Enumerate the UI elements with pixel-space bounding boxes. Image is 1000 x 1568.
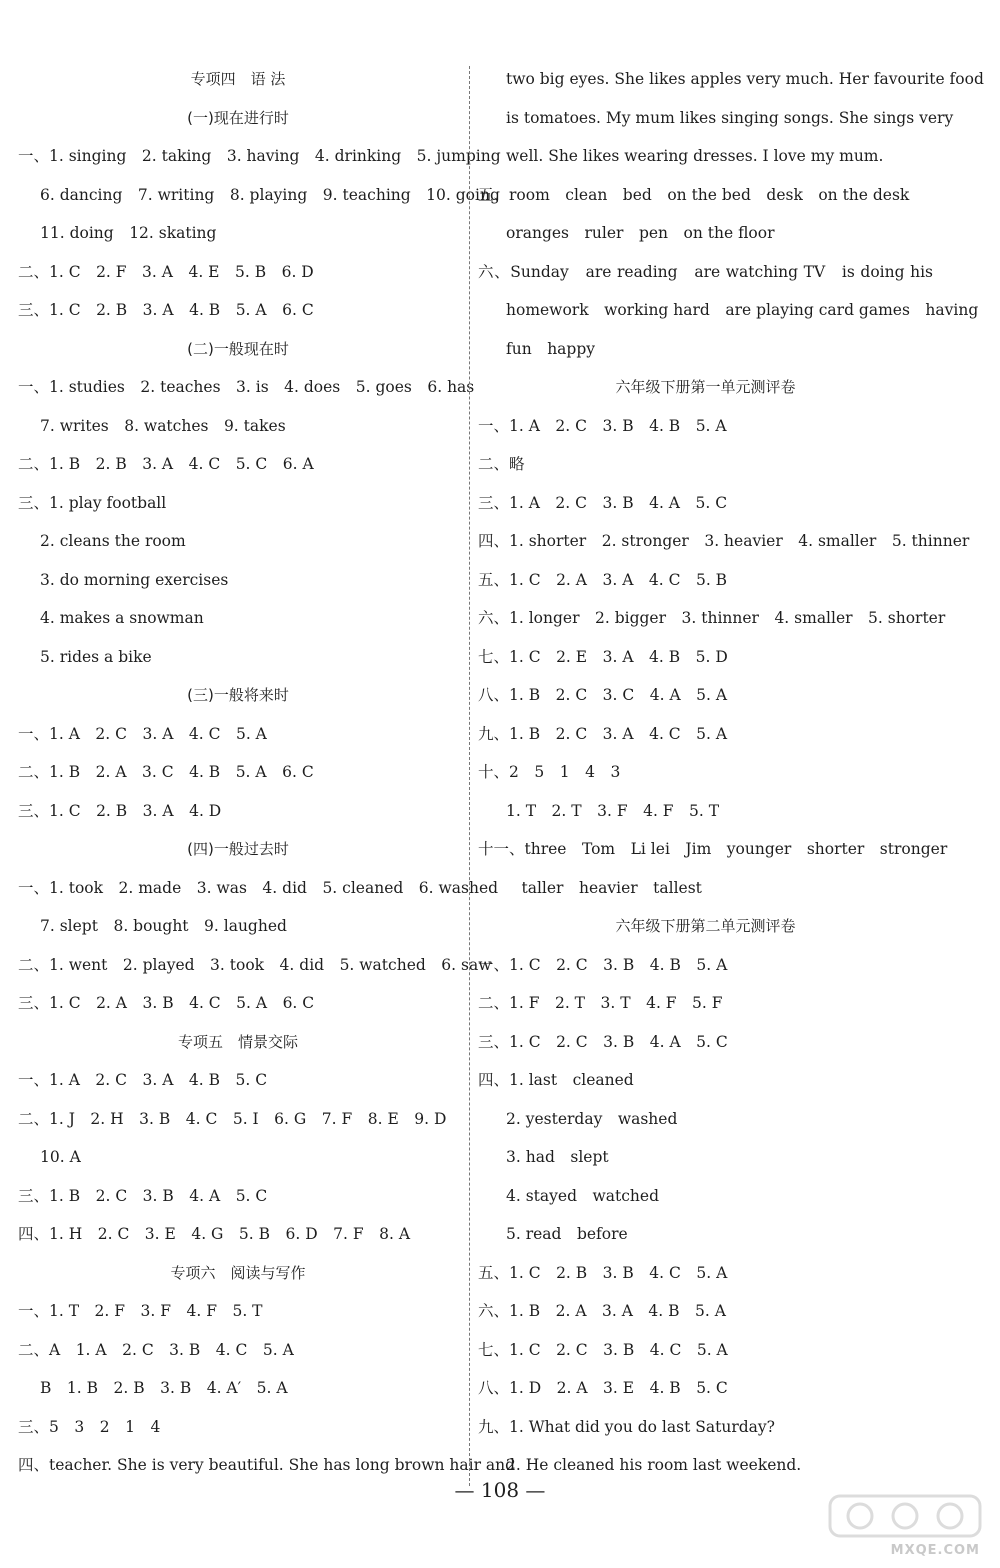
answer-line: 2. He cleaned his room last weekend. (506, 1456, 802, 1474)
answer-line: 九、1. B 2. C 3. A 4. C 5. A (478, 724, 728, 743)
answer-line: 一、1. A 2. C 3. A 4. C 5. A (18, 724, 267, 743)
answer-line: 3. had slept (506, 1148, 609, 1166)
answer-line: 三、1. B 2. C 3. B 4. A 5. C (18, 1186, 268, 1205)
section-heading: (一)现在进行时 (187, 108, 289, 127)
answer-line: 7. writes 8. watches 9. takes (40, 416, 286, 435)
answer-line: fun happy (506, 339, 596, 358)
answer-line: 四、1. shorter 2. stronger 3. heavier 4. smaller 5. thinner (478, 532, 970, 550)
answer-line: 二、A 1. A 2. C 3. B 4. C 5. A (18, 1340, 294, 1359)
answer-line: 六、1. B 2. A 3. A 4. B 5. A (478, 1302, 726, 1320)
answer-line: oranges ruler pen on the floor (506, 224, 775, 242)
answer-line: 10. A (40, 1148, 81, 1166)
column-divider (469, 66, 470, 1486)
answer-line: 二、1. F 2. T 3. T 4. F 5. F (478, 994, 723, 1012)
right-column (478, 60, 984, 1485)
answer-line: 1. T 2. T 3. F 4. F 5. T (506, 801, 720, 820)
answer-line: homework working hard are playing card games having (506, 301, 979, 319)
answer-line: 五、1. C 2. B 3. B 4. C 5. A (478, 1263, 728, 1282)
answer-line: 八、1. D 2. A 3. E 4. B 5. C (478, 1379, 728, 1397)
answer-line: 5. read before (506, 1225, 628, 1243)
section-heading: 六年级下册第二单元测评卷 (615, 917, 796, 935)
section-heading: (三)一般将来时 (187, 686, 289, 704)
answer-line: 2. cleans the room (40, 532, 186, 550)
answer-line: 三、5 3 2 1 4 (18, 1417, 161, 1436)
answer-line: 三、1. play football (18, 493, 167, 512)
answer-line: 6. dancing 7. writing 8. playing 9. teaching 10. going (40, 185, 500, 204)
answer-line: 三、1. C 2. C 3. B 4. A 5. C (478, 1032, 728, 1051)
answer-line: 5. rides a bike (40, 647, 152, 666)
section-heading: 六年级下册第一单元测评卷 (615, 378, 796, 396)
answer-line: 三、1. C 2. B 3. A 4. B 5. A 6. C (18, 301, 314, 319)
answer-line: 一、1. A 2. C 3. A 4. B 5. C (18, 1071, 268, 1089)
answer-line: 11. doing 12. skating (40, 224, 217, 242)
answer-line: 二、1. B 2. A 3. C 4. B 5. A 6. C (18, 763, 314, 781)
answer-line: 一、1. took 2. made 3. was 4. did 5. cleaned 6. washed (18, 878, 499, 897)
answer-line: 一、1. singing 2. taking 3. having 4. drinking 5. jumping (18, 147, 501, 165)
answer-line: taller heavier tallest (506, 878, 702, 897)
answer-line: 七、1. C 2. C 3. B 4. C 5. A (478, 1340, 728, 1359)
answer-line: B 1. B 2. B 3. B 4. A′ 5. A (40, 1379, 288, 1397)
answer-line: 7. slept 8. bought 9. laughed (40, 917, 287, 935)
answer-line: 五、1. C 2. A 3. A 4. C 5. B (478, 570, 728, 589)
answer-line: 二、1. J 2. H 3. B 4. C 5. I 6. G 7. F 8. E 9. D (18, 1109, 447, 1128)
answer-line: two big eyes. She likes apples very much. Her favourite food (506, 70, 984, 88)
answer-line: 十、2 5 1 4 3 (478, 763, 621, 781)
answer-line: well. She likes wearing dresses. I love my mum. (506, 147, 884, 165)
answer-line: 四、1. last cleaned (478, 1071, 634, 1089)
answer-line: 二、略 (478, 455, 525, 473)
section-heading: 专项五 情景交际 (177, 1032, 298, 1051)
section-heading: 专项六 阅读与写作 (170, 1263, 306, 1282)
answer-line: 三、1. A 2. C 3. B 4. A 5. C (478, 493, 728, 512)
answer-line: 七、1. C 2. E 3. A 4. B 5. D (478, 647, 728, 666)
answer-line: 三、1. C 2. A 3. B 4. C 5. A 6. C (18, 994, 315, 1012)
answer-line: 3. do morning exercises (40, 570, 229, 589)
answer-line: 二、1. B 2. B 3. A 4. C 5. C 6. A (18, 455, 314, 473)
answer-line: 十一、three Tom Li lei Jim younger shorter stronger (478, 840, 948, 858)
answer-line: 六、Sunday are reading are watching TV is doing his (478, 262, 933, 281)
answer-line: is tomatoes. My mum likes singing songs. She sings very (506, 108, 954, 127)
answer-line: 2. yesterday washed (506, 1109, 678, 1128)
answer-line: 4. makes a snowman (40, 609, 204, 627)
answer-line: 五、room clean bed on the bed desk on the desk (478, 185, 910, 204)
answer-line: 一、1. C 2. C 3. B 4. B 5. A (478, 955, 728, 974)
answer-line: 六、1. longer 2. bigger 3. thinner 4. smaller 5. shorter (478, 609, 946, 627)
answer-line: 一、1. A 2. C 3. B 4. B 5. A (478, 416, 727, 435)
answer-line: 八、1. B 2. C 3. C 4. A 5. A (478, 686, 728, 704)
answer-line: 4. stayed watched (506, 1186, 659, 1205)
section-heading: (四)一般过去时 (187, 840, 289, 858)
page-number: — 108 — (454, 1478, 546, 1502)
answer-line: 一、1. T 2. F 3. F 4. F 5. T (18, 1302, 263, 1320)
answer-line: 二、1. went 2. played 3. took 4. did 5. watched 6. saw (18, 955, 492, 974)
answer-line: 二、1. C 2. F 3. A 4. E 5. B 6. D (18, 262, 314, 281)
watermark-text: MXQE.COM (890, 1543, 980, 1558)
answer-line: 三、1. C 2. B 3. A 4. D (18, 801, 222, 820)
answer-line: 四、1. H 2. C 3. E 4. G 5. B 6. D 7. F 8. A (18, 1225, 411, 1243)
answer-line: 一、1. studies 2. teaches 3. is 4. does 5. goes 6. has (18, 378, 475, 396)
answer-line: 四、teacher. She is very beautiful. She has long brown hair and (18, 1456, 516, 1474)
answer-line: 九、1. What did you do last Saturday? (478, 1417, 775, 1436)
section-heading: 专项四 语 法 (190, 70, 286, 88)
section-heading: (二)一般现在时 (187, 339, 289, 358)
